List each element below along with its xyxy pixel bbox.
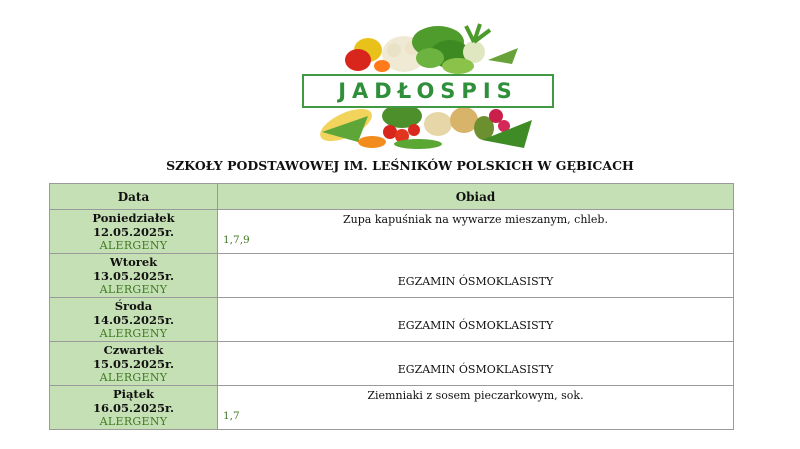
meal-cell	[218, 386, 734, 430]
meal-text: Zupa kapuśniak na wywarze mieszanym, chleb.	[343, 213, 608, 226]
day-date: 14.05.2025r.	[92, 312, 175, 327]
allergen-codes: 1,7,9	[223, 234, 250, 246]
day-cell	[50, 254, 218, 298]
school-title: SZKOŁY PODSTAWOWEJ IM. LEŚNIKÓW POLSKICH W GĘBICACH	[166, 158, 634, 173]
menu-table	[49, 183, 734, 430]
meal-text: Ziemniaki z sosem pieczarkowym, sok.	[367, 389, 584, 402]
day-date: 16.05.2025r.	[92, 400, 175, 415]
day-date: 13.05.2025r.	[92, 268, 175, 283]
allergens-label: ALERGENY	[99, 370, 168, 384]
table-row	[50, 254, 734, 298]
meal-text: EGZAMIN ÓSMOKLASISTY	[397, 319, 554, 332]
meal-cell	[218, 298, 734, 342]
allergens-label: ALERGENY	[99, 282, 168, 296]
day-name: Poniedziałek	[92, 210, 175, 225]
day-name: Środa	[114, 298, 153, 313]
meal-text: EGZAMIN ÓSMOKLASISTY	[397, 275, 554, 288]
table-row	[50, 386, 734, 430]
allergens-label: ALERGENY	[99, 414, 168, 428]
meal-cell	[218, 254, 734, 298]
table-header-row	[50, 184, 734, 210]
day-cell	[50, 210, 218, 254]
column-header-lunch: Obiad	[218, 184, 734, 210]
allergens-label: ALERGENY	[99, 326, 168, 340]
meal-cell	[218, 342, 734, 386]
column-header-date: Data	[50, 184, 218, 210]
day-cell	[50, 342, 218, 386]
day-name: Piątek	[112, 386, 155, 401]
day-name: Wtorek	[109, 254, 158, 269]
day-cell	[50, 386, 218, 430]
allergens-label: ALERGENY	[99, 238, 168, 252]
allergen-codes: 1,7	[223, 410, 240, 422]
meal-text: EGZAMIN ÓSMOKLASISTY	[397, 363, 554, 376]
day-cell	[50, 298, 218, 342]
day-name: Czwartek	[103, 342, 164, 357]
banner-title: JADŁOSPIS	[302, 74, 554, 108]
menu-banner	[298, 20, 560, 154]
day-date: 15.05.2025r.	[92, 356, 175, 371]
table-row	[50, 342, 734, 386]
table-row	[50, 210, 734, 254]
table-row	[50, 298, 734, 342]
day-date: 12.05.2025r.	[92, 224, 175, 239]
meal-cell	[218, 210, 734, 254]
